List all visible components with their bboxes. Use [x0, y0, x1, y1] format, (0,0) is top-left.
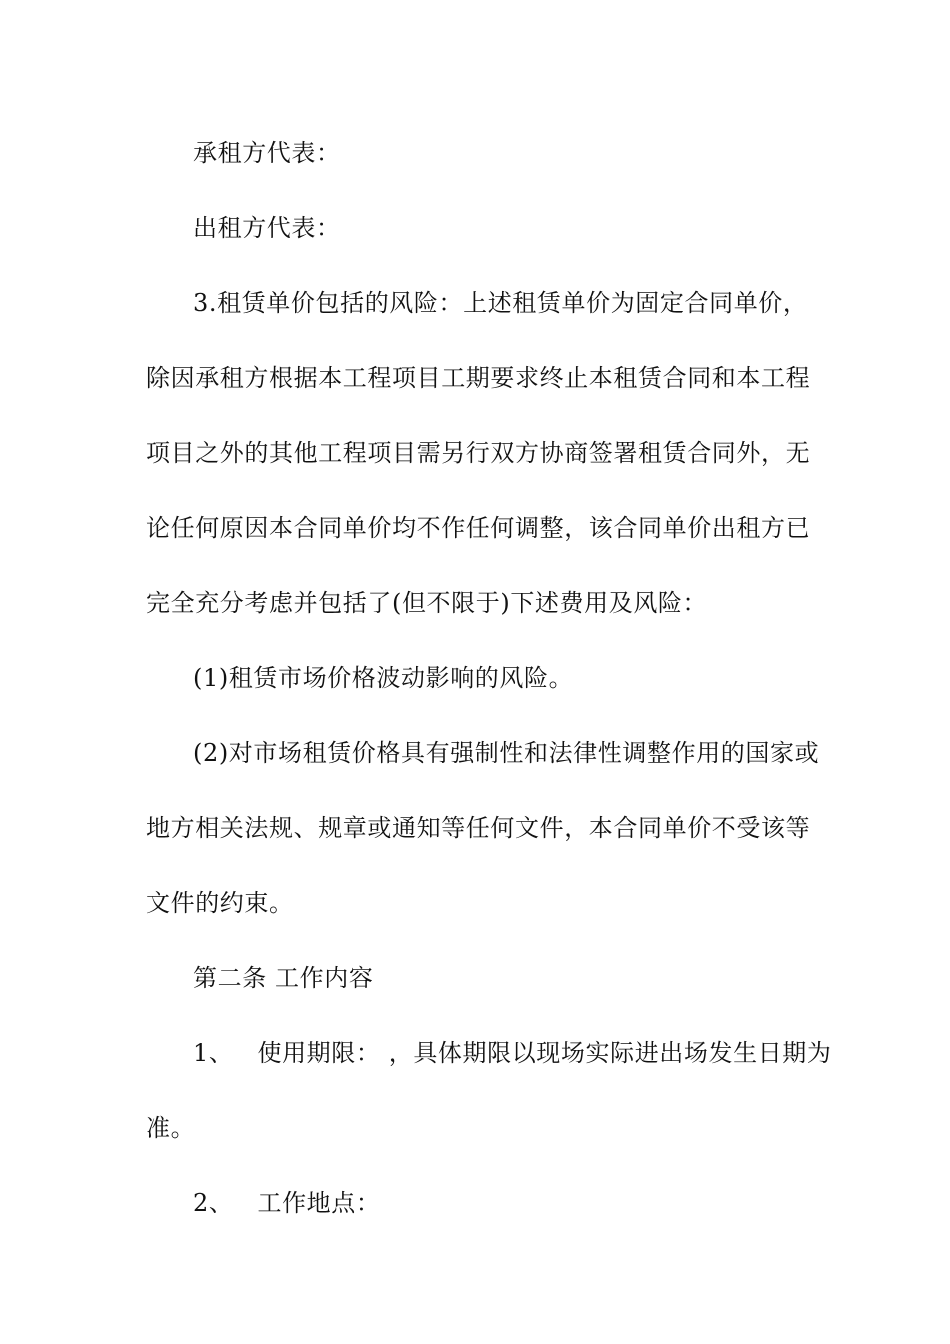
- work-location-text: 工作地点：: [257, 1189, 381, 1217]
- paragraph-line: 地方相关法规、规章或通知等任何文件，本合同单价不受该等: [146, 814, 811, 842]
- usage-period-text: 使用期限： ，具体期限以现场实际进出场发生日期为: [257, 1039, 832, 1067]
- paragraph-line: 论任何原因本合同单价均不作任何调整，该合同单价出租方已: [146, 514, 811, 542]
- risk-item-2: (2)对市场租赁价格具有强制性和法律性调整作用的国家或: [193, 739, 820, 767]
- work-location-line: [193, 1188, 811, 1218]
- paragraph-line: 文件的约束。: [146, 889, 294, 917]
- rental-price-risk-heading: 3.租赁单价包括的风险：上述租赁单价为固定合同单价，: [193, 289, 808, 317]
- usage-period-line: [193, 1038, 832, 1068]
- paragraph-line: 准。: [146, 1114, 196, 1142]
- paragraph-line: 除因承租方根据本工程项目工期要求终止本租赁合同和本工程: [146, 364, 811, 392]
- article-two-heading: 第二条 工作内容: [193, 964, 374, 992]
- item-number-2: 2、: [193, 1189, 234, 1217]
- paragraph-line: 项目之外的其他工程项目需另行双方协商签署租赁合同外，无: [146, 439, 811, 467]
- risk-item-1: (1)租赁市场价格波动影响的风险。: [193, 664, 574, 692]
- lessor-representative-line: 出租方代表：: [193, 214, 341, 242]
- paragraph-line: 完全充分考虑并包括了(但不限于)下述费用及风险：: [146, 589, 708, 617]
- item-number-1: 1、: [193, 1039, 234, 1067]
- lessee-representative-line: 承租方代表：: [193, 139, 341, 167]
